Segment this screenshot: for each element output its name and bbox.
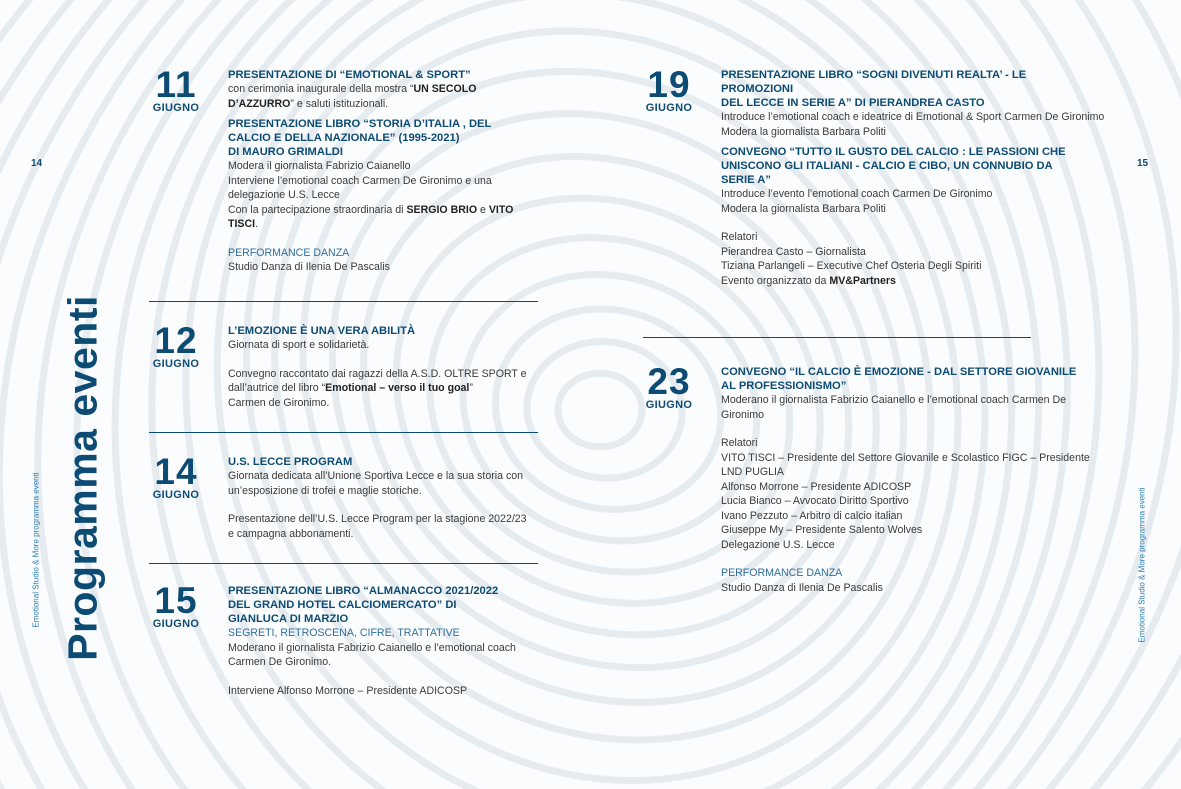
date-month: GIUGNO — [645, 102, 693, 114]
event-text: Modera la giornalista Barbara Politi — [721, 202, 886, 215]
page-number-right: 15 — [1137, 158, 1149, 169]
date-month: GIUGNO — [152, 489, 200, 501]
event-text: Con la partecipazione straordinaria di SERGIO BRIO e VITO TISCI. — [228, 203, 514, 230]
event-heading: CONVEGNO “IL CALCIO È EMOZIONE - DAL SETTORE GIOVANILE AL PROFESSIONISMO” — [721, 366, 1077, 392]
event-date — [141, 451, 211, 502]
performance-by: Studio Danza di Ilenia De Pascalis — [721, 581, 883, 594]
event-text: Moderano il giornalista Fabrizio Caianello e l’emotional coach Carmen De Gironimo — [721, 394, 1067, 421]
event-heading: U.S. LECCE PROGRAM — [228, 456, 353, 468]
performance-label: PERFORMANCE DANZA — [721, 567, 843, 579]
event-date — [141, 64, 211, 115]
speakers-label: Relatori — [721, 437, 758, 449]
event-subtitle: SEGRETI, RETROSCENA, CIFRE, TRATTATIVE — [228, 627, 460, 639]
event-description: con cerimonia inaugurale della mostra “UN SECOLO D’AZZURRO” e saluti istituzionali. — [228, 83, 477, 110]
event-text: Modera la giornalista Barbara Politi — [721, 125, 886, 138]
event-heading: PRESENTAZIONE DI “EMOTIONAL & SPORT” — [228, 69, 471, 81]
speaker: Tiziana Parlangeli – Executive Chef Osteria Degli Spiriti — [721, 260, 982, 272]
event-text: Introduce l’emotional coach e ideatrice di Emotional & Sport Carmen De Gironimo — [721, 111, 1105, 123]
event-date — [141, 580, 211, 631]
event-text: Modera il giornalista Fabrizio Caianello — [228, 160, 411, 172]
date-day: 15 — [154, 580, 198, 621]
speaker: VITO TISCI – Presidente del Settore Giovanile e Scolastico FIGC – Presidente LND PUGLIA — [721, 451, 1090, 478]
speaker: Pierandrea Casto – Giornalista — [721, 245, 866, 258]
event-text: Introduce l’evento l’emotional coach Carmen De Gironimo — [721, 188, 993, 200]
page-number-left: 14 — [31, 158, 43, 169]
divider — [643, 337, 1031, 338]
divider — [149, 432, 538, 433]
event-heading: PRESENTAZIONE LIBRO “STORIA D’ITALIA , DEL CALCIO E DELLA NAZIONALE” (1995-2021) DI MAURO GRIMALDI — [228, 118, 492, 158]
event-heading: PRESENTAZIONE LIBRO “ALMANACCO 2021/2022 DEL GRAND HOTEL CALCIOMERCATO” DI GIANLUCA DI MARZIO — [228, 585, 499, 625]
event-date — [634, 361, 704, 412]
event-text: Giornata di sport e solidarietà. — [228, 339, 370, 351]
speakers-label: Relatori — [721, 231, 758, 243]
event-text: Moderano il giornalista Fabrizio Caianello e l’emotional coach Carmen De Gironimo. — [228, 641, 516, 668]
side-note-right: Emotional Studio & More programma eventi — [1137, 487, 1147, 643]
date-month: GIUGNO — [152, 618, 200, 630]
event-text: Presentazione dell’U.S. Lecce Program per la stagione 2022/23 e campagna abbonamenti. — [228, 513, 527, 540]
date-month: GIUGNO — [152, 102, 200, 114]
organizer: Evento organizzato da MV&Partners — [721, 274, 896, 287]
date-month: GIUGNO — [645, 399, 693, 411]
event-text: Interviene Alfonso Morrone – Presidente ADICOSP — [228, 684, 468, 697]
date-day: 19 — [647, 64, 691, 105]
page-title: Programma eventi — [59, 295, 106, 661]
date-month: GIUGNO — [152, 358, 200, 370]
event-heading: L’EMOZIONE È UNA VERA ABILITÀ — [228, 325, 416, 337]
date-day: 11 — [155, 64, 197, 105]
event-text: Convegno raccontato dai ragazzi della A.S.D. OLTRE SPORT e dall’autrice del libro “Emotional – verso il tuo goal” — [228, 367, 527, 394]
date-day: 23 — [647, 361, 691, 402]
divider — [149, 301, 538, 302]
speaker: Alfonso Morrone – Presidente ADICOSP — [721, 480, 912, 493]
performance-label: PERFORMANCE DANZA — [228, 246, 350, 259]
speaker: Ivano Pezzuto – Arbitro di calcio italian — [721, 509, 903, 522]
event-heading: PRESENTAZIONE LIBRO “SOGNI DIVENUTI REALTA’ - LE PROMOZIONI DEL LECCE IN SERIE A” DI PIERANDREA CASTO — [721, 69, 1027, 109]
swirl-ring — [558, 373, 642, 447]
event-date — [141, 320, 211, 371]
event-text: Interviene l’emotional coach Carmen De Gironimo e una delegazione U.S. Lecce — [228, 174, 492, 201]
side-note-left: Emotional Studio & More programma eventi — [31, 472, 41, 628]
speaker: Delegazione U.S. Lecce — [721, 538, 835, 551]
event-heading: CONVEGNO “TUTTO IL GUSTO DEL CALCIO : LE PASSIONI CHE UNISCONO GLI ITALIANI - CALCIO E CIBO, UN CONNUBIO DA SERIE A” — [721, 146, 1066, 186]
date-day: 14 — [154, 451, 198, 492]
event-text: Giornata dedicata all’Unione Sportiva Lecce e la sua storia con un’esposizione di trofei e maglie storiche. — [228, 470, 524, 497]
date-day: 12 — [154, 320, 198, 361]
speaker: Giuseppe My – Presidente Salento Wolves — [721, 524, 923, 536]
divider — [149, 563, 538, 564]
event-date — [634, 64, 704, 115]
event-text: Carmen de Gironimo. — [228, 396, 330, 409]
performance-by: Studio Danza di Ilenia De Pascalis — [228, 261, 390, 273]
speaker: Lucia Bianco – Avvocato Diritto Sportivo — [721, 495, 909, 507]
